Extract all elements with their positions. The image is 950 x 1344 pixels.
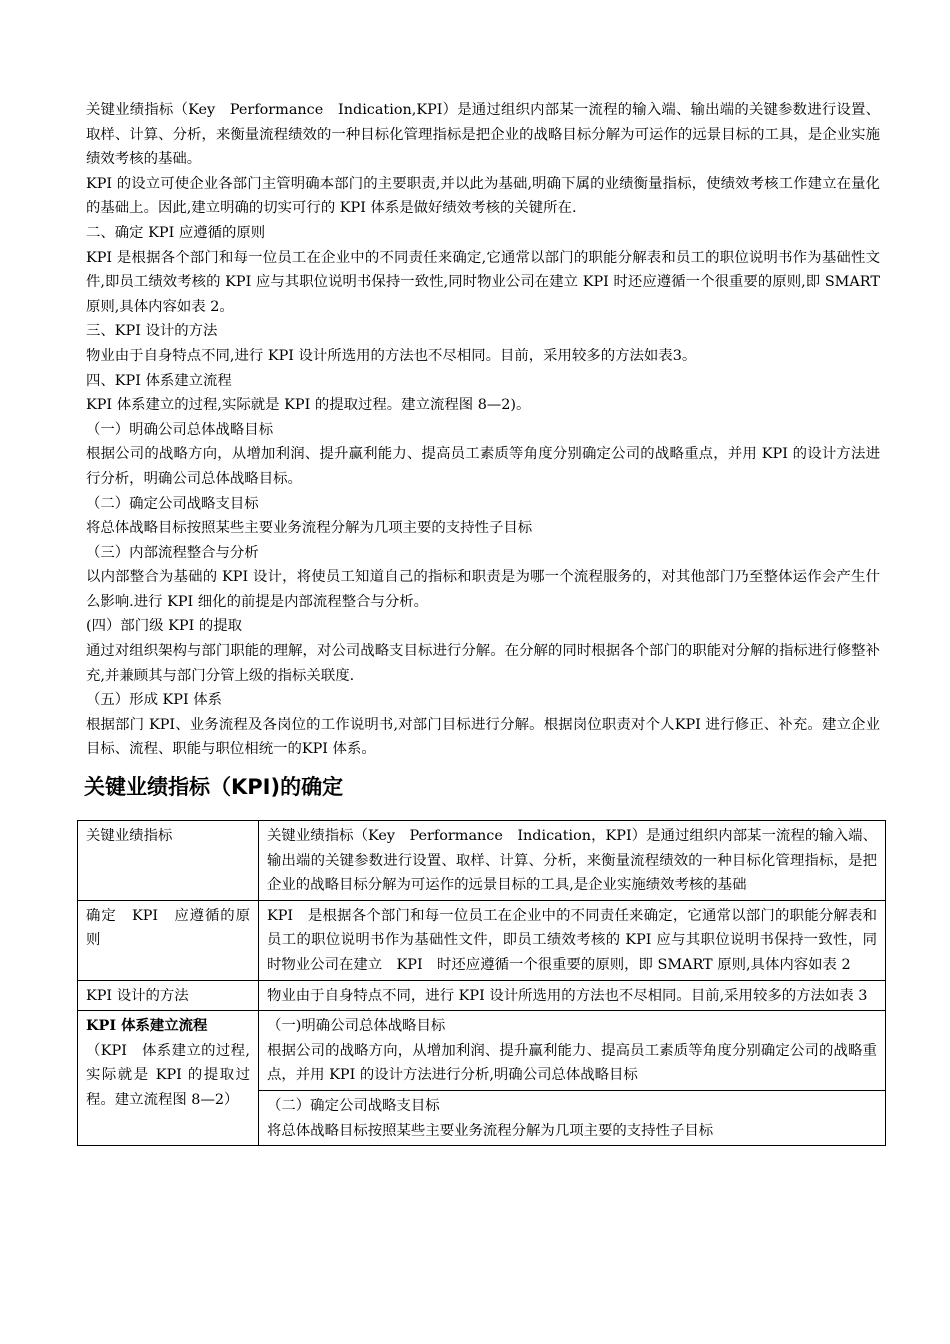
- table-cell-label: 确定 KPI 应遵循的原则: [78, 900, 259, 980]
- paragraph: KPI 体系建立的过程,实际就是 KPI 的提取过程。建立流程图 8—2)。: [86, 397, 531, 414]
- table-cell-content: [259, 1011, 886, 1091]
- cell-subtitle: （KPI 体系建立的过程,实际就是 KPI 的提取过程。建立流程图 8—2）: [86, 1042, 250, 1108]
- section-heading: 三、KPI 设计的方法: [86, 323, 218, 340]
- paragraph: KPI 是根据各个部门和每一位员工在企业中的不同责任来确定,它通常以部门的职能分解表和员工的职位说明书作为基础性文件,即员工绩效考核的 KPI 应与其职位说明书保持一致性,同时物业公司在建立 KPI 时还应遵循一个很重要的原则,即 SMART 原则,具体内容如表 2。: [86, 249, 880, 315]
- table-cell-content: KPI 是根据各个部门和每一位员工在企业中的不同责任来确定，它通常以部门的职能分解表和员工的职位说明书作为基础性文件，即员工绩效考核的 KPI 应与其职位说明书保持一致性，同时物业公司在建立 KPI 时还应遵循一个很重要的原则，即 SMART 原则,具体内容如表 2: [259, 900, 886, 980]
- table-row: [78, 1011, 886, 1091]
- cell-title: （一)明确公司总体战略目标: [267, 1018, 446, 1035]
- table-cell-label: [78, 1011, 259, 1146]
- table-row: [78, 821, 886, 901]
- table-row: [78, 980, 886, 1011]
- paragraph: 将总体战略目标按照某些主要业务流程分解为几项主要的支持性子目标: [86, 520, 533, 537]
- table-title: 关键业绩指标（KPI)的确定: [84, 775, 344, 800]
- kpi-table: [77, 820, 886, 1146]
- table-cell-content: [259, 1090, 886, 1145]
- subsection-heading: （五）形成 KPI 体系: [86, 692, 223, 709]
- subsection-heading: （二）确定公司战略支目标: [86, 495, 259, 512]
- table-cell-content: 关键业绩指标（Key Performance Indication，KPI）是通过组织内部某一流程的输入端、输出端的关键参数进行设置、取样、计算、分析，来衡量流程绩效的一种目标化管理指标，是把企业的战略目标分解为可运作的远景目标的工具,是企业实施绩效考核的基础: [259, 821, 886, 901]
- cell-body: 根据公司的战略方向，从增加利润、提升赢利能力、提高员工素质等角度分别确定公司的战略重点，并用 KPI 的设计方法进行分析,明确公司总体战略目标: [267, 1042, 877, 1084]
- document-body: [86, 98, 880, 814]
- table-cell-label: KPI 设计的方法: [78, 980, 259, 1011]
- subsection-heading: （一）明确公司总体战略目标: [86, 421, 274, 438]
- table-cell-label: 关键业绩指标: [78, 821, 259, 901]
- paragraph: 以内部整合为基础的 KPI 设计，将使员工知道自己的指标和职责是为哪一个流程服务的，对其他部门乃至整体运作会产生什么影响.进行 KPI 细化的前提是内部流程整合与分析。: [86, 569, 880, 610]
- subsection-heading: （三）内部流程整合与分析: [86, 544, 259, 561]
- subsection-heading: (四）部门级 KPI 的提取: [86, 618, 243, 635]
- paragraph: 根据部门 KPI、业务流程及各岗位的工作说明书,对部门目标进行分解。根据岗位职责对个人KPI 进行修正、补充。建立企业目标、流程、职能与职位相统一的KPI 体系。: [86, 716, 880, 758]
- cell-body: 将总体战略目标按照某些主要业务流程分解为几项主要的支持性子目标: [267, 1122, 714, 1139]
- table-row: [78, 900, 886, 980]
- cell-title: KPI 体系建立流程: [86, 1017, 208, 1035]
- paragraph: 通过对组织架构与部门职能的理解，对公司战略支目标进行分解。在分解的同时根据各个部门的职能对分解的指标进行修整补充,并兼顾其与部门分管上级的指标关联度.: [86, 643, 880, 684]
- paragraph: 根据公司的战略方向，从增加利润、提升赢利能力、提高员工素质等角度分别确定公司的战略重点，并用 KPI 的设计方法进行分析，明确公司总体战略目标。: [86, 446, 880, 487]
- cell-title: （二）确定公司战略支目标: [267, 1097, 440, 1114]
- paragraph: KPI 的设立可使企业各部门主管明确本部门的主要职责,并以此为基础,明确下属的业绩衡量指标，使绩效考核工作建立在量化的基础上。因此,建立明确的切实可行的 KPI 体系是做好绩效考核的关键所在.: [86, 175, 880, 217]
- section-heading: 二、确定 KPI 应遵循的原则: [86, 224, 266, 241]
- paragraph: 关键业绩指标（Key Performance Indication,KPI）是通过组织内部某一流程的输入端、输出端的关键参数进行设置、取样、计算、分析，来衡量流程绩效的一种目标化管理指标是把企业的战略目标分解为可运作的远景目标的工具，是企业实施绩效考核的基础。: [86, 102, 880, 168]
- section-heading: 四、KPI 体系建立流程: [86, 372, 232, 389]
- paragraph: 物业由于自身特点不同,进行 KPI 设计所选用的方法也不尽相同。目前，采用较多的方法如表3。: [86, 347, 697, 364]
- table-cell-content: 物业由于自身特点不同，进行 KPI 设计所选用的方法也不尽相同。目前,采用较多的方法如表 3: [259, 980, 886, 1011]
